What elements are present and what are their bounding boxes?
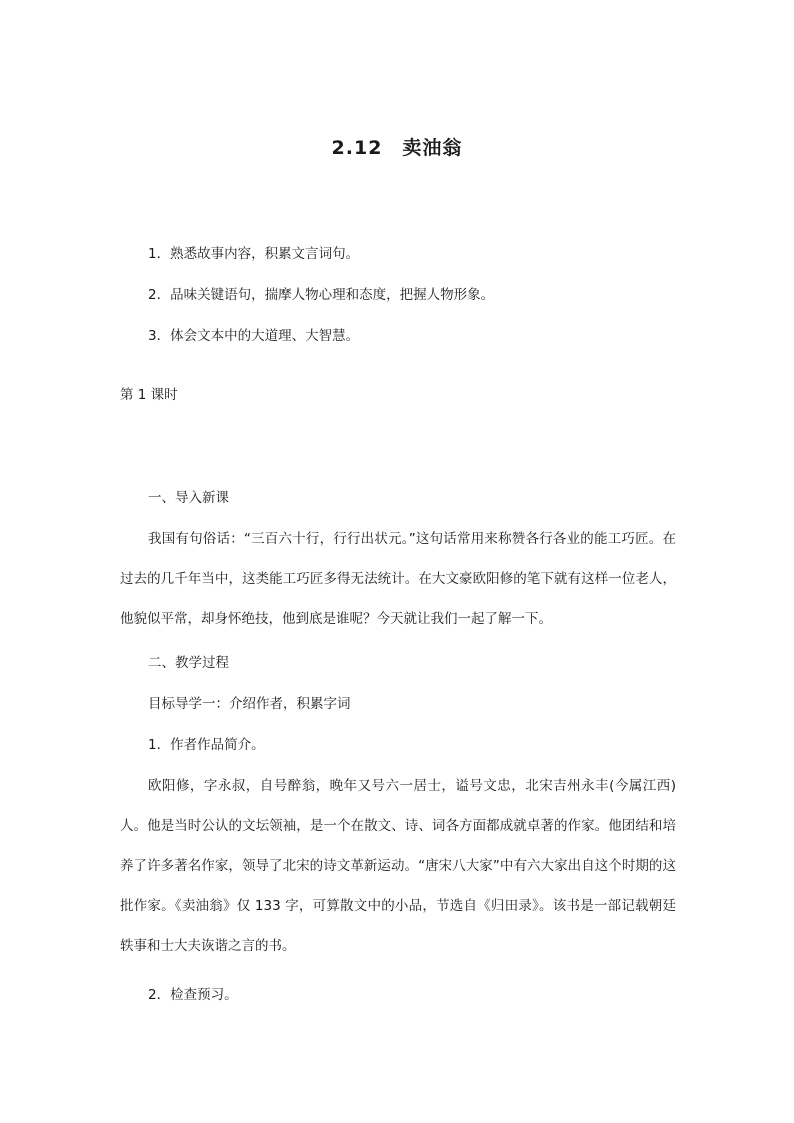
lesson-label: 第 1 课时 — [120, 387, 178, 403]
section-heading-intro: 一、导入新课 — [148, 490, 229, 506]
objective-1: 1．熟悉故事内容，积累文言词句。 — [148, 246, 360, 262]
author-paragraph: 欧阳修，字永叔，自号醉翁，晚年又号六一居士，谥号文忠，北宋吉州永丰(今属江西)人。他是当时公认的文坛领袖，是一个在散文、诗、词各方面都成就卓著的作家。他团结和培养了许多著名作家，领导了北宋的诗文革新运动。“唐宋八大家”中有六大家出自这个时期的这批作家。《卖油翁》仅 133 字，可算散文中的小品，节选自《归田录》。该书是一部记载朝廷轶事和士大夫诙谐之言的书。 — [120, 778, 676, 954]
page-title: 2.12 卖油翁 — [331, 137, 463, 159]
objective-2: 2．品味关键语句，揣摩人物心理和态度，把握人物形象。 — [148, 287, 495, 303]
list-item-preview-check: 2．检查预习。 — [148, 987, 238, 1003]
list-item-author-intro: 1．作者作品简介。 — [148, 737, 265, 753]
intro-paragraph: 我国有句俗话：“三百六十行，行行出状元。”这句话常用来称赞各行各业的能工巧匠。在过去的几千年当中，这类能工巧匠多得无法统计。在大文豪欧阳修的笔下就有这样一位老人，他貌似平常，却身怀绝技，他到底是谁呢？今天就让我们一起了解一下。 — [120, 531, 676, 627]
objective-3: 3．体会文本中的大道理、大智慧。 — [148, 328, 360, 344]
section-heading-process: 二、教学过程 — [148, 655, 229, 671]
goal-heading: 目标导学一：介绍作者，积累字词 — [148, 696, 351, 712]
